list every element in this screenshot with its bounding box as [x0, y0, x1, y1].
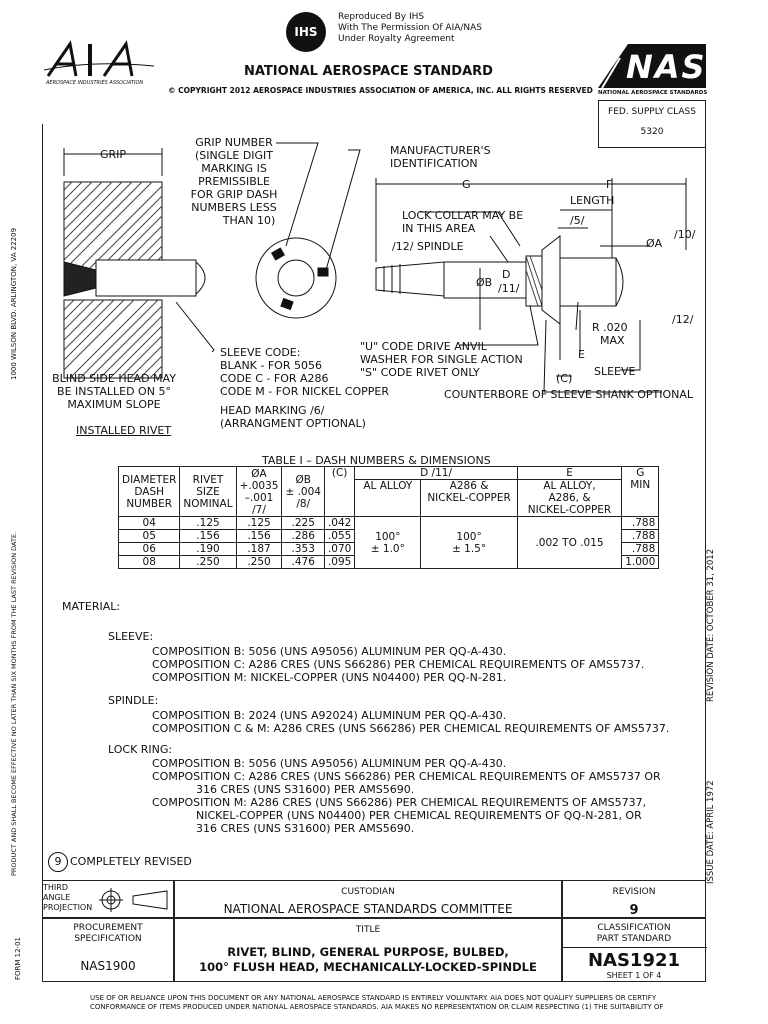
head-marking-note: HEAD MARKING /6/ (ARRANGMENT OPTIONAL) — [220, 404, 366, 430]
col-d-al: AL ALLOY — [355, 480, 421, 517]
note-11: /11/ — [498, 282, 520, 295]
dash-number-table — [118, 466, 659, 569]
table-title: TABLE I – DASH NUMBERS & DIMENSIONS — [262, 454, 491, 467]
col-diameter-dash: DIAMETER DASH NUMBER — [119, 467, 180, 517]
cell-dash: 05 — [119, 530, 180, 543]
dim-c: (C) — [556, 372, 573, 385]
col-e-sub: AL ALLOY, A286, & NICKEL-COPPER — [517, 480, 621, 517]
sleeve-code-note: SLEEVE CODE: BLANK - FOR 5056 CODE C - FOR A286 CODE M - FOR NICKEL COPPER — [220, 346, 389, 398]
note-12: /12/ — [672, 313, 694, 326]
projection-cell: THIRD ANGLE PROJECTION — [42, 880, 174, 918]
reproduction-notice: Reproduced By IHS With The Permission Of AIA/NAS Under Royalty Agreement — [338, 12, 483, 44]
procurement-cell — [42, 918, 174, 982]
classification-cell — [562, 918, 706, 982]
drive-anvil-note: "U" CODE DRIVE ANVIL WASHER FOR SINGLE ACTION "S" CODE RIVET ONLY — [360, 340, 523, 379]
sleeve-heading: SLEEVE: — [108, 630, 154, 643]
cell-g: .788 — [622, 543, 659, 556]
revision-circle: 9 — [48, 852, 68, 872]
cell-g: .788 — [622, 530, 659, 543]
col-c: (C) — [324, 467, 354, 517]
spindle-compositions: COMPOSITION B: 2024 (UNS A92024) ALUMINUM PER QQ-A-430. COMPOSITION C & M: A286 CRES (UNS S66286) PER CHEMICAL REQUIREMENTS OF AMS5737. — [152, 709, 670, 735]
issue-date: ISSUE DATE: APRIL 1972 — [706, 780, 716, 884]
revision-label: REVISION — [612, 887, 656, 897]
part-title: RIVET, BLIND, GENERAL PURPOSE, BULBED, 100° FLUSH HEAD, MECHANICALLY-LOCKED-SPINDLE — [199, 945, 537, 974]
note-5: /5/ — [570, 214, 585, 227]
cell-oa: .187 — [236, 543, 282, 556]
col-oa: ØA +.0035 –.001 /7/ — [236, 467, 282, 517]
revision-cell — [562, 880, 706, 918]
cell-size: .156 — [180, 530, 236, 543]
blind-side-note: BLIND SIDE HEAD MAY BE INSTALLED ON 5° MAXIMUM SLOPE — [52, 372, 176, 411]
ihs-logo: IHS — [286, 12, 326, 52]
sheet-number: SHEET 1 OF 4 — [606, 971, 662, 980]
custodian-value: NATIONAL AEROSPACE STANDARDS COMMITTEE — [223, 902, 513, 916]
cell-e: .002 TO .015 — [517, 517, 621, 569]
cell-size: .250 — [180, 556, 236, 569]
cell-c: .095 — [324, 556, 354, 569]
aia-subtitle: AEROSPACE INDUSTRIES ASSOCIATION — [46, 80, 144, 86]
dim-e: E — [578, 348, 585, 361]
col-e: E — [517, 467, 621, 480]
classification-label: CLASSIFICATION PART STANDARD — [596, 923, 672, 944]
cell-g: .788 — [622, 517, 659, 530]
spindle-heading: SPINDLE: — [108, 694, 159, 707]
dim-oa: ØA — [646, 237, 663, 250]
dim-g: G — [462, 178, 471, 191]
grip-number-note: GRIP NUMBER (SINGLE DIGIT MARKING IS PREMISSIBLE FOR GRIP DASH NUMBERS LESS THAN 10) — [190, 136, 278, 227]
note-10: /10/ — [674, 228, 696, 241]
cell-g: 1.000 — [622, 556, 659, 569]
title-cell — [174, 918, 562, 982]
aia-address: 1000 WILSON BLVD. ARLINGTON, VA 22209 — [10, 227, 18, 380]
col-d: D /11/ — [355, 467, 517, 480]
cell-dash: 08 — [119, 556, 180, 569]
standard-number: NAS1921 — [587, 950, 681, 971]
dim-f: F — [606, 178, 613, 191]
title-label: TITLE — [355, 925, 381, 935]
material-heading: MATERIAL: — [62, 600, 121, 613]
revision-note: COMPLETELY REVISED — [70, 855, 192, 868]
sleeve-label: SLEEVE — [594, 365, 636, 378]
nas-subtitle: NATIONAL AEROSPACE STANDARDS — [598, 90, 708, 96]
radius-note: R .020 MAX — [592, 321, 628, 347]
footer-disclaimer: USE OF OR RELIANCE UPON THIS DOCUMENT OR ANY NATIONAL AEROSPACE STANDARD IS ENTIRELY VOLUNTARY. AIA DOES NOT QUALIFY SUPPLIERS OR CERTIFY CONFORMANCE OF ITEMS PRODUCED UNDER NATIONAL AEROSPACE STANDARDS. AIA MAKES NO REPRESENTATION OR CLAIM RESPECTING (1) THE SUITABILITY OF — [90, 994, 664, 1011]
nas-logo-text: NAS — [626, 48, 707, 86]
procurement-value: NAS1900 — [80, 959, 136, 973]
dim-d: D — [502, 268, 511, 281]
cell-ob: .353 — [282, 543, 325, 556]
cell-dash: 04 — [119, 517, 180, 530]
custodian-label: CUSTODIAN — [341, 887, 395, 897]
cell-ob: .476 — [282, 556, 325, 569]
grip-label: GRIP — [100, 148, 127, 161]
copyright: © COPYRIGHT 2012 AEROSPACE INDUSTRIES ASSOCIATION OF AMERICA, INC. ALL RIGHTS RESERVED — [168, 86, 593, 95]
cell-oa: .125 — [236, 517, 282, 530]
third-angle-projection-icon — [99, 887, 171, 913]
lock-collar-note: LOCK COLLAR MAY BE IN THIS AREA — [402, 209, 524, 235]
dim-length: LENGTH — [570, 194, 615, 207]
cell-ob: .286 — [282, 530, 325, 543]
cell-size: .190 — [180, 543, 236, 556]
dim-ob: ØB — [476, 276, 493, 289]
form-number: FORM 12-01 — [14, 936, 22, 980]
manufacturer-id-note: MANUFACTURER'S IDENTIFICATION — [390, 144, 491, 170]
cell-dash: 06 — [119, 543, 180, 556]
fed-supply-label: FED. SUPPLY CLASS — [608, 107, 696, 117]
installed-rivet-caption: INSTALLED RIVET — [76, 424, 172, 437]
cell-ob: .225 — [282, 517, 325, 530]
cell-oa: .250 — [236, 556, 282, 569]
table-row — [119, 517, 659, 530]
revision-value: 9 — [629, 903, 639, 918]
col-d-a286: A286 & NICKEL-COPPER — [421, 480, 517, 517]
cell-c: .042 — [324, 517, 354, 530]
lock-ring-heading: LOCK RING: — [108, 743, 173, 756]
cell-d-al: 100° ± 1.0° — [355, 517, 421, 569]
cell-oa: .156 — [236, 530, 282, 543]
cell-c: .070 — [324, 543, 354, 556]
spindle-label: /12/ SPINDLE — [392, 240, 464, 253]
sleeve-compositions: COMPOSITION B: 5056 (UNS A95056) ALUMINUM PER QQ-A-430. COMPOSITION C: A286 CRES (UNS S66286) PER CHEMICAL REQUIREMENTS OF AMS5737. COMPOSITION M: NICKEL-COPPER (UNS N04400) PER QQ-N-281. — [152, 645, 645, 684]
col-rivet-size: RIVET SIZE NOMINAL — [180, 467, 236, 517]
cell-d-a286: 100° ± 1.5° — [421, 517, 517, 569]
fed-supply-value: 5320 — [640, 127, 664, 137]
custodian-cell — [174, 880, 562, 918]
cell-size: .125 — [180, 517, 236, 530]
document-title: NATIONAL AEROSPACE STANDARD — [244, 64, 493, 79]
counterbore-note: COUNTERBORE OF SLEEVE SHANK OPTIONAL — [444, 388, 694, 401]
col-g: G MIN — [622, 467, 659, 517]
col-ob: ØB ± .004 /8/ — [282, 467, 325, 517]
lock-ring-compositions: COMPOSITION B: 5056 (UNS A95056) ALUMINUM PER QQ-A-430. COMPOSITION C: A286 CRES (UNS S66286) PER CHEMICAL REQUIREMENTS OF AMS5737 OR 316 CRES (UNS S31600) PER AMS5690. COMPOSITION M: A286 CRES (UNS S66286) PER CHEMICAL REQUIREMENTS OF AMS5737, NICKEL-COPPER (UNS N04400) PER CHEMICAL REQUIREMENTS OF QQ-N-281, OR 316 CRES (UNS S31600) PER AMS5690. — [152, 757, 661, 835]
procurement-label: PROCUREMENT SPECIFICATION — [73, 923, 143, 944]
cell-c: .055 — [324, 530, 354, 543]
effective-note: PRODUCT AND SHALL BECOME EFFECTIVE NO LATER THAN SIX MONTHS FROM THE LAST REVISION DATE. — [10, 531, 18, 876]
revision-date: REVISION DATE: OCTOBER 31, 2012 — [706, 548, 716, 702]
